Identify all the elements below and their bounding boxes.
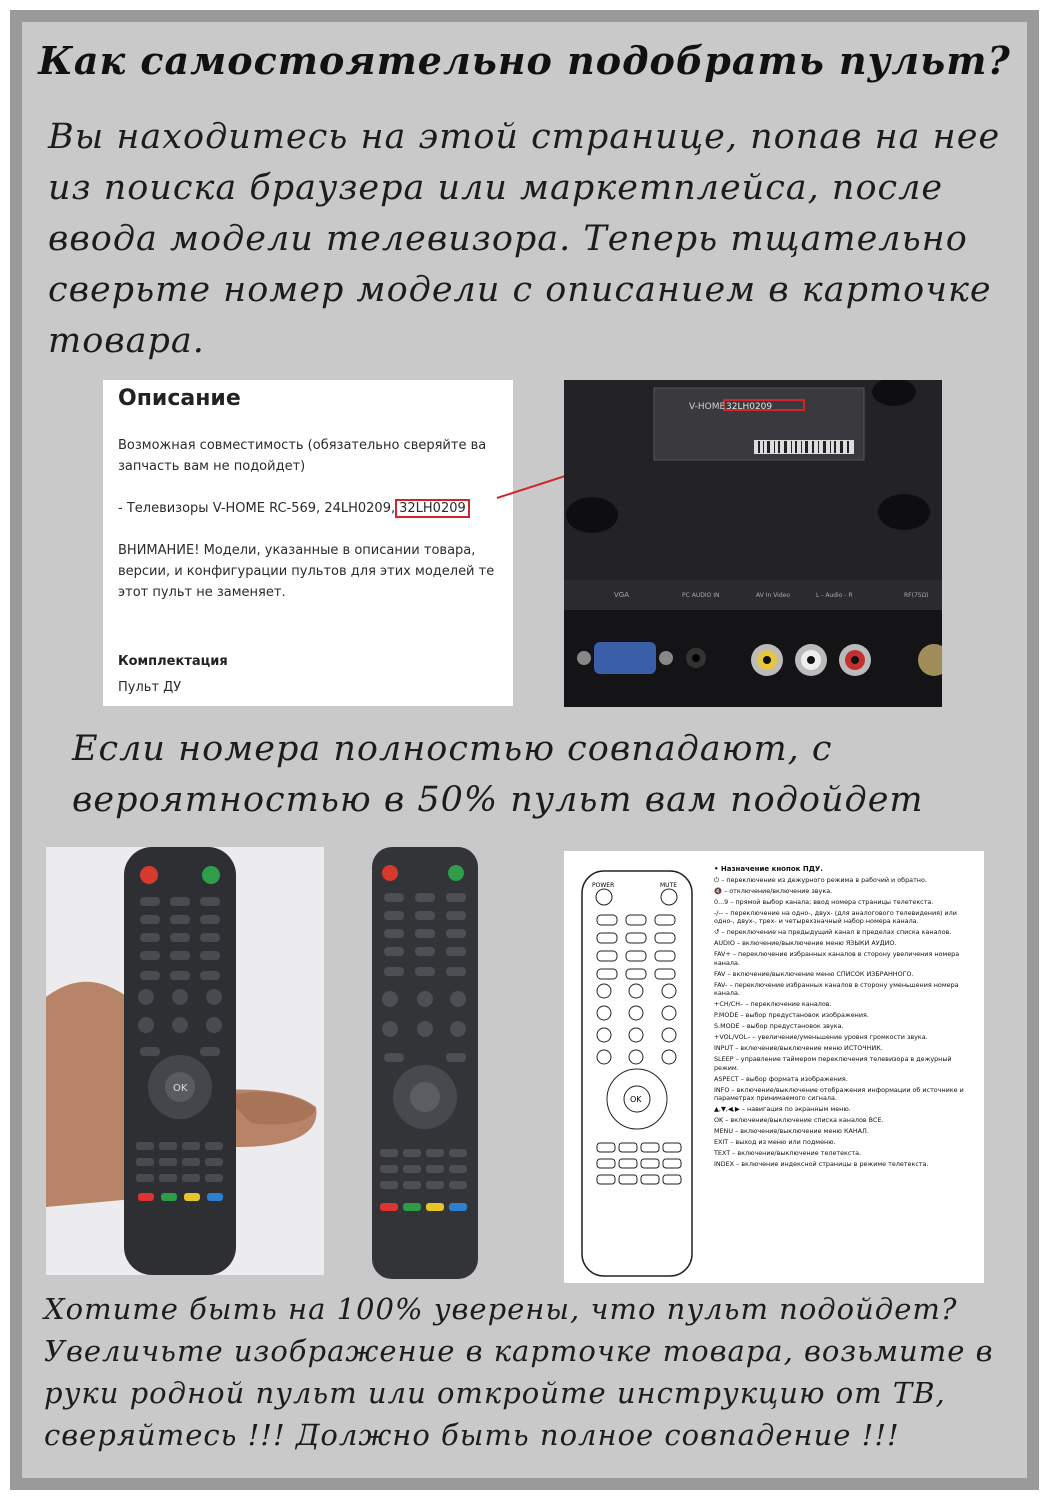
page-title: Как самостоятельно подобрать пульт? <box>38 38 1011 83</box>
manual-mute-label: MUTE <box>660 882 678 889</box>
compat-line: запчасть вам не подойдет) <box>118 459 306 474</box>
remote-in-hand-photo <box>46 847 324 1275</box>
tip-line: руки родной пульт или откройте инструкцию от ТВ, <box>44 1376 946 1410</box>
port-label: PC AUDIO IN <box>682 592 720 599</box>
kit-value: Пульт ДУ <box>118 680 182 695</box>
match-line: вероятностью в 50% пульт вам подойдет <box>72 780 924 820</box>
warning-line: этот пульт не заменяет. <box>118 585 286 600</box>
manual-line: FAV- – переключение избранных каналов в сторону уменьшения номера канала. <box>714 980 959 998</box>
port-label: VGA <box>614 591 630 599</box>
models-prefix: - Телевизоры V-HOME RC-569, 24LH0209, <box>118 501 396 516</box>
tip-line: Увеличьте изображение в карточке товара, возьмите в <box>44 1334 994 1368</box>
warning-line: версии, и конфигурации пультов для этих моделей те <box>118 564 495 579</box>
manual-line: +VOL/VOL– – увеличение/уменьшение уровня громкости звука. <box>714 1033 928 1042</box>
manual-line: MENU – включение/выключение меню КАНАЛ. <box>714 1127 869 1136</box>
manual-line: OK – включение/выключение списка каналов ВСЕ. <box>714 1116 884 1125</box>
tv-model: 32LH0209 <box>726 402 773 412</box>
manual-line: ⏻ – переключение из дежурного режима в рабочий и обратно. <box>714 875 927 884</box>
manual-line: 0...9 – прямой выбор канала; ввод номера страницы телетекста. <box>714 897 934 906</box>
manual-lines <box>714 876 976 1169</box>
manual-ok-label: OK <box>630 1095 642 1104</box>
compat-line: Возможная совместимость (обязательно сверяйте ва <box>118 438 487 453</box>
manual-page <box>564 851 984 1283</box>
description-heading: Описание <box>118 386 241 411</box>
tip-text <box>44 1288 1019 1456</box>
manual-line: AUDIO – включение/выключение меню ЯЗЫКИ АУДИО. <box>714 939 897 948</box>
kit-heading: Комплектация <box>118 654 228 669</box>
intro-line: товара. <box>48 321 205 361</box>
manual-line: ▲,▼,◀,▶ – навигация по экранным меню. <box>714 1105 851 1114</box>
manual-line: 🔇 – отключение/включение звука. <box>714 886 833 895</box>
match-text <box>72 724 1012 826</box>
port-label: L - Audio - R <box>816 592 853 599</box>
warning-line: ВНИМАНИЕ! Модели, указанные в описании товара, <box>118 543 476 558</box>
remote-photo <box>370 847 480 1279</box>
manual-line: FAV – включение/выключение меню СПИСОК ИЗБРАННОГО. <box>714 969 914 978</box>
manual-line: SLEEP – управление таймером переключения телевизора в дежурный режим. <box>714 1055 952 1072</box>
port-label: RF(75Ω) <box>904 592 929 599</box>
port-label: AV In Video <box>756 592 791 599</box>
manual-line: +CH/CH– – переключение каналов. <box>714 1000 832 1009</box>
tip-line: сверяйтесь !!! Должно быть полное совпадение !!! <box>44 1418 900 1452</box>
manual-heading: • Назначение кнопок ПДУ. <box>714 865 823 873</box>
intro-line: из поиска браузера или маркетплейса, после <box>48 168 944 208</box>
tip-line: Хотите быть на 100% уверены, что пульт подойдет? <box>44 1292 958 1326</box>
manual-line: P.MODE – выбор предустановок изображения. <box>714 1011 869 1020</box>
intro-line: сверьте номер модели с описанием в карточке <box>48 270 992 310</box>
manual-line: ASPECT – выбор формата изображения. <box>714 1074 848 1083</box>
manual-line: INPUT – включение/выключение меню ИСТОЧНИК. <box>714 1044 883 1053</box>
tv-brand: V-HOME <box>689 402 726 412</box>
model-highlight: 32LH0209 <box>395 499 470 518</box>
manual-line: FAV+ – переключение избранных каналов в сторону увеличения номера канала. <box>714 950 960 967</box>
manual-line: TEXT – включение/выключение телетекста. <box>714 1149 862 1158</box>
manual-line: EXIT – выход из меню или подменю. <box>714 1138 836 1147</box>
manual-line: -/-- – переключение на одно-, двух- (для аналогового телевидения) или одно-, двух-, трех- и четырехзначный набор номера канала. <box>714 908 957 926</box>
intro-line: Вы находитесь на этой странице, попав на нее <box>48 117 1001 157</box>
manual-line: ↺ – переключение на предыдущий канал в пределах списка каналов. <box>714 928 952 937</box>
manual-line: INDEX – включение индексной страницы в режиме телетекста. <box>714 1160 929 1169</box>
manual-line: S.MODE – выбор предустановок звука. <box>714 1022 844 1031</box>
tv-back-photo <box>564 380 942 707</box>
match-line: Если номера полностью совпадают, с <box>72 729 833 769</box>
manual-line: INFO – включение/выключение отображения информации об источнике и параметрах принимаемого сигнала. <box>714 1085 964 1103</box>
manual-power-label: POWER <box>592 882 615 889</box>
ok-label: OK <box>173 1083 188 1094</box>
intro-line: ввода модели телевизора. Теперь тщательно <box>48 219 968 259</box>
